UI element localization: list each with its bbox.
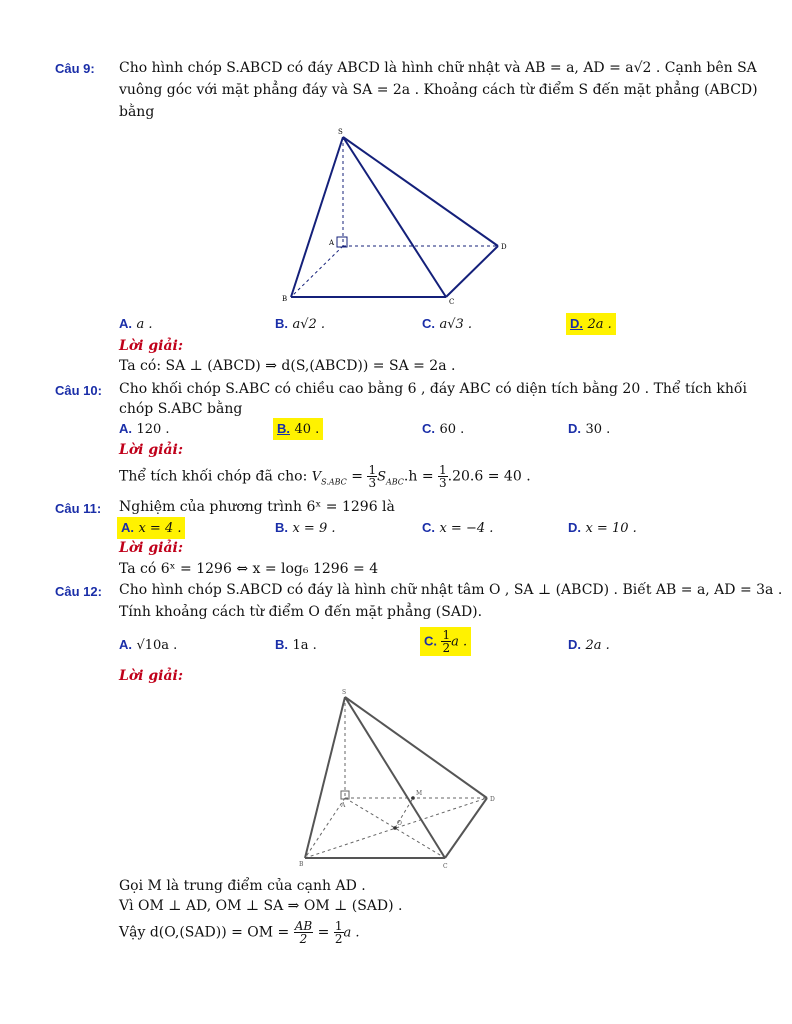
q9-solution: Ta có: SA ⊥ (ABCD) ⇒ d(S,(ABCD)) = SA = 2a . [119,358,456,374]
q11-option-c[interactable]: C. x = −4 . [422,520,494,536]
edge-AB [305,798,345,858]
question-10-line2: chóp S.ABC bằng [119,401,243,417]
edge-SC [345,697,445,858]
edge-SC [343,137,446,297]
q11-solution: Ta có 6ˣ = 1296 ⇔ x = log₆ 1296 = 4 [119,561,379,577]
question-10-number: Câu 10: [55,383,102,398]
q9-option-d-correct[interactable]: D. 2a . [566,313,616,335]
q11-option-a-correct[interactable]: A. x = 4 . [117,517,185,539]
label-S: S [338,128,343,136]
label-D: D [501,243,507,251]
q12-solution-label: Lời giải: [119,668,184,684]
edge-SB [305,697,345,858]
edge-SD [343,137,498,246]
q10-solution: Thể tích khối chóp đã cho: $V_{S.ABC}$ = $\frac{1}{3}$ $S_{ABC}.h$ = $\frac{1}{3}$ .20.6 = 40 . [119,463,531,490]
q9-option-b[interactable]: B. a√2 . [275,316,326,332]
edge-CD [445,798,487,858]
label-A: A [329,239,335,247]
label-D: D [490,796,495,803]
label-A: A [341,802,346,809]
q11-option-b[interactable]: B. x = 9 . [275,520,336,536]
question-11-number: Câu 11: [55,501,102,516]
label-C: C [443,863,448,870]
question-9-line2: vuông góc với mặt phẳng đáy và SA = 2a . Khoảng cách từ điểm S đến mặt phẳng (ABCD) [119,82,758,98]
label-M: M [416,790,423,797]
edge-CD [446,246,498,297]
q10-solution-label: Lời giải: [119,442,184,458]
q12-solution-line1: Gọi M là trung điểm của cạnh AD . [119,878,366,894]
q12-solution-line2: Vì OM ⊥ AD, OM ⊥ SA ⇒ OM ⊥ (SAD) . [119,898,403,914]
q9-solution-label: Lời giải: [119,338,184,354]
point-M [411,796,415,800]
question-11-line1: Nghiệm của phương trình 6ˣ = 1296 là [119,499,395,515]
q12-option-b[interactable]: B. 1a . [275,637,317,653]
q12-option-d[interactable]: D. 2a . [568,637,610,653]
q9-option-a[interactable]: A. a . [119,316,153,332]
question-10-line1: Cho khối chóp S.ABC có chiều cao bằng 6 , đáy ABC có diện tích bằng 20 . Thể tích khối [119,381,747,397]
label-S: S [342,689,347,696]
label-B: B [299,861,304,868]
q12-solution-line3: Vậy d(O,(SAD)) = OM = $\frac{AB}{2}$ = $\frac{1}{2}$ a . [119,919,360,946]
question-9-number: Câu 9: [55,61,95,76]
q9-option-c[interactable]: C. a√3 . [422,316,473,332]
question-9-line3: bằng [119,104,155,120]
q10-option-b-correct[interactable]: B. 40 . [273,418,323,440]
figure-q9-pyramid [280,125,520,310]
q12-option-a[interactable]: A. √10a . [119,637,178,653]
q10-option-c[interactable]: C. 60 . [422,421,465,437]
q12-option-c-correct[interactable]: C. $\frac{1}{2}$ a . [420,627,471,656]
edge-SB [291,137,343,297]
label-O: O [397,820,402,827]
figure-q12-pyramid [295,685,510,870]
q11-option-d[interactable]: D. x = 10 . [568,520,637,536]
label-C: C [449,298,455,306]
question-12-line1: Cho hình chóp S.ABCD có đáy là hình chữ nhật tâm O , SA ⊥ (ABCD) . Biết AB = a, AD = 3a . [119,582,783,598]
edge-SD [345,697,487,798]
q10-option-a[interactable]: A. 120 . [119,421,170,437]
question-12-line2: Tính khoảng cách từ điểm O đến mặt phẳng (SAD). [119,604,483,620]
q10-option-d[interactable]: D. 30 . [568,421,611,437]
label-B: B [282,295,288,303]
q11-solution-label: Lời giải: [119,540,184,556]
question-9-line1: Cho hình chóp S.ABCD có đáy ABCD là hình chữ nhật và AB = a, AD = a√2 . Cạnh bên SA [119,60,757,76]
question-12-number: Câu 12: [55,584,102,599]
